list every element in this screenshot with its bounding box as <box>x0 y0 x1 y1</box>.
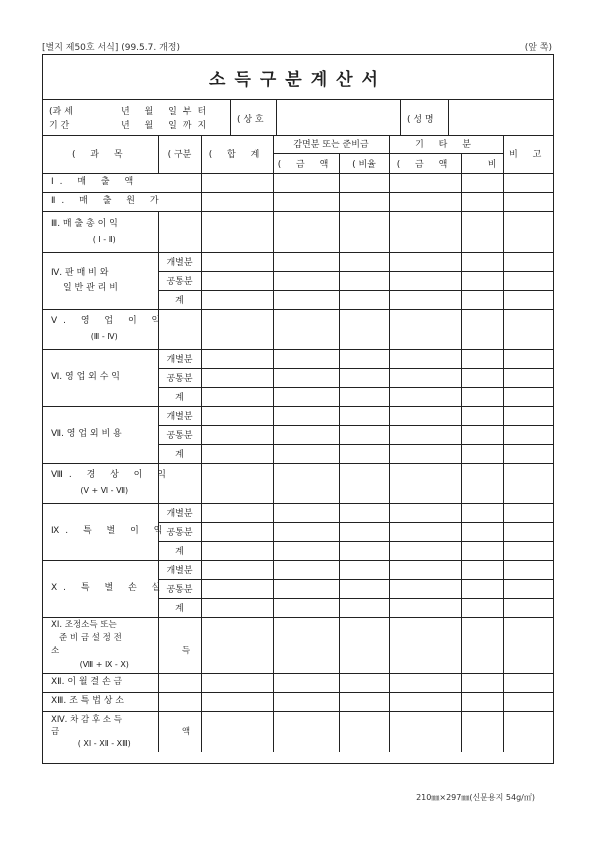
amount-cell[interactable] <box>503 711 553 752</box>
amount-cell[interactable] <box>389 290 461 309</box>
amount-cell[interactable] <box>339 252 389 271</box>
amount-cell[interactable] <box>461 598 503 617</box>
amount-cell[interactable] <box>503 211 553 252</box>
amount-cell[interactable] <box>201 463 273 503</box>
amount-cell[interactable] <box>339 173 389 192</box>
amount-cell[interactable] <box>389 522 461 541</box>
amount-cell[interactable] <box>503 173 553 192</box>
amount-cell[interactable] <box>503 522 553 541</box>
amount-cell[interactable] <box>461 406 503 425</box>
amount-cell[interactable] <box>158 673 201 692</box>
amount-cell[interactable] <box>201 252 273 271</box>
amount-cell[interactable] <box>273 309 339 349</box>
amount-cell[interactable] <box>503 368 553 387</box>
amount-cell[interactable] <box>273 425 339 444</box>
row-non-operating-expense: Ⅶ. 영 업 외 비 용 <box>43 406 158 463</box>
amount-cell[interactable] <box>461 617 503 673</box>
amount-cell[interactable] <box>339 617 389 673</box>
amount-cell[interactable] <box>201 271 273 290</box>
form-frame <box>42 54 554 764</box>
amount-cell[interactable] <box>339 211 389 252</box>
name-label-cell <box>401 99 449 135</box>
row-ordinary-income: Ⅷ. 경 상 이 익 (Ⅴ + Ⅵ - Ⅶ) <box>43 463 158 503</box>
amount-cell[interactable] <box>339 598 389 617</box>
row-extraordinary-loss: Ⅹ. 특 별 손 실 <box>43 560 158 617</box>
amount-cell[interactable] <box>273 349 339 368</box>
amount-cell[interactable] <box>503 579 553 598</box>
amount-cell[interactable] <box>503 309 553 349</box>
amount-cell[interactable] <box>339 673 389 692</box>
amount-cell[interactable] <box>461 579 503 598</box>
amount-cell[interactable] <box>158 463 201 503</box>
amount-cell[interactable] <box>339 444 389 463</box>
amount-cell[interactable] <box>273 541 339 560</box>
amount-cell[interactable] <box>389 406 461 425</box>
amount-cell[interactable] <box>503 617 553 673</box>
header-division: ( 구분 <box>158 135 201 173</box>
sub-individual: 개별분 <box>158 406 201 425</box>
amount-cell[interactable] <box>201 541 273 560</box>
amount-cell[interactable] <box>503 673 553 692</box>
amount-cell[interactable] <box>389 711 461 752</box>
header-other-ratio: 비 <box>461 153 503 173</box>
name-label: ( 성 명 <box>407 115 434 125</box>
amount-cell[interactable] <box>461 503 503 522</box>
amount-cell[interactable] <box>273 711 339 752</box>
sub-sum: 계 <box>158 290 201 309</box>
amount-cell[interactable] <box>201 387 273 406</box>
amount-cell[interactable] <box>461 692 503 711</box>
sub-individual: 개별분 <box>158 252 201 271</box>
amount-cell[interactable] <box>503 349 553 368</box>
amount-cell[interactable] <box>273 271 339 290</box>
row-adjusted-income: XⅠ. 조정소득 또는 준 비 금 설 정 전 소 득 (Ⅷ + Ⅸ - Ⅹ) <box>43 617 158 673</box>
header-exempt: 감면분 또는 준비금 <box>273 135 389 153</box>
sub-common: 공통분 <box>158 522 201 541</box>
amount-cell[interactable] <box>389 425 461 444</box>
sub-individual: 개별분 <box>158 560 201 579</box>
company-label-cell <box>231 99 277 135</box>
amount-cell[interactable] <box>389 598 461 617</box>
amount-cell[interactable] <box>503 692 553 711</box>
amount-cell[interactable] <box>461 463 503 503</box>
title-row <box>43 55 553 100</box>
amount-cell[interactable] <box>273 463 339 503</box>
amount-cell[interactable] <box>339 387 389 406</box>
amount-cell[interactable] <box>389 673 461 692</box>
sub-individual: 개별분 <box>158 503 201 522</box>
amount-cell[interactable] <box>273 598 339 617</box>
sub-common: 공통분 <box>158 425 201 444</box>
amount-cell[interactable] <box>461 173 503 192</box>
amount-cell[interactable] <box>339 290 389 309</box>
amount-cell[interactable] <box>461 290 503 309</box>
amount-cell[interactable] <box>201 598 273 617</box>
amount-cell[interactable] <box>339 711 389 752</box>
row-carried-loss: XⅡ. 이 월 결 손 금 <box>43 673 158 692</box>
sub-common: 공통분 <box>158 368 201 387</box>
amount-cell[interactable] <box>339 541 389 560</box>
amount-cell[interactable] <box>339 503 389 522</box>
company-label: ( 상 호 <box>237 115 264 125</box>
amount-cell[interactable] <box>158 309 201 349</box>
amount-cell[interactable] <box>339 271 389 290</box>
amount-cell[interactable] <box>389 579 461 598</box>
period-end-date: 년 월 일까지 <box>121 121 213 131</box>
header-remarks: 비 고 <box>503 135 553 173</box>
form-number: [별지 제50호 서식] (99.5.7. 개정) <box>42 43 180 53</box>
paper-spec: 210㎜×297㎜(신문용지 54g/㎡) <box>416 793 535 802</box>
amount-cell[interactable] <box>389 387 461 406</box>
amount-cell[interactable] <box>461 673 503 692</box>
amount-cell[interactable] <box>389 173 461 192</box>
amount-cell[interactable] <box>201 173 273 192</box>
amount-cell[interactable] <box>389 503 461 522</box>
amount-cell[interactable] <box>503 541 553 560</box>
row-gross-profit: Ⅲ. 매 출 총 이 익 ( Ⅰ - Ⅱ) <box>43 211 158 252</box>
amount-cell[interactable] <box>273 211 339 252</box>
amount-cell[interactable] <box>201 425 273 444</box>
amount-cell[interactable] <box>201 444 273 463</box>
amount-cell[interactable] <box>201 560 273 579</box>
amount-cell[interactable] <box>461 271 503 290</box>
amount-cell[interactable] <box>503 560 553 579</box>
amount-cell[interactable] <box>389 692 461 711</box>
amount-cell[interactable] <box>273 692 339 711</box>
header-other-amount: ( 금 액 <box>389 153 461 173</box>
amount-cell[interactable] <box>201 579 273 598</box>
income-table <box>43 135 553 752</box>
amount-cell[interactable] <box>339 368 389 387</box>
amount-cell[interactable] <box>503 387 553 406</box>
page-side-label: (앞 쪽) <box>524 43 552 53</box>
sub-sum: 계 <box>158 387 201 406</box>
row-cost-of-sales: Ⅱ. 매 출 원 가 <box>43 192 201 211</box>
header-exempt-ratio: ( 비율 <box>339 153 389 173</box>
amount-cell[interactable] <box>461 522 503 541</box>
amount-cell[interactable] <box>339 560 389 579</box>
amount-cell[interactable] <box>503 503 553 522</box>
amount-cell[interactable] <box>389 192 461 211</box>
amount-cell[interactable] <box>273 406 339 425</box>
amount-cell[interactable] <box>389 444 461 463</box>
amount-cell[interactable] <box>389 349 461 368</box>
header-exempt-amount: ( 금 액 <box>273 153 339 173</box>
amount-cell[interactable] <box>461 425 503 444</box>
amount-cell[interactable] <box>158 617 201 673</box>
amount-cell[interactable] <box>389 309 461 349</box>
amount-cell[interactable] <box>273 617 339 673</box>
amount-cell[interactable] <box>201 406 273 425</box>
amount-cell[interactable] <box>461 387 503 406</box>
amount-cell[interactable] <box>158 692 201 711</box>
header-total: ( 합 계 <box>201 135 273 173</box>
amount-cell[interactable] <box>339 349 389 368</box>
row-extraordinary-gain: Ⅸ. 특 별 이 익 <box>43 503 158 560</box>
amount-cell[interactable] <box>461 211 503 252</box>
amount-cell[interactable] <box>273 290 339 309</box>
row-operating-income: Ⅴ. 영 업 이 익 (Ⅲ - Ⅳ) <box>43 309 158 349</box>
amount-cell[interactable] <box>201 503 273 522</box>
amount-cell[interactable] <box>339 692 389 711</box>
amount-cell[interactable] <box>503 598 553 617</box>
tax-period-cell[interactable] <box>43 99 231 135</box>
sub-common: 공통분 <box>158 579 201 598</box>
amount-cell[interactable] <box>158 211 201 252</box>
amount-cell[interactable] <box>461 711 503 752</box>
amount-cell[interactable] <box>389 211 461 252</box>
period-start-date: 년 월 일부터 <box>121 107 213 117</box>
amount-cell[interactable] <box>201 349 273 368</box>
amount-cell[interactable] <box>389 463 461 503</box>
amount-cell[interactable] <box>503 425 553 444</box>
row-sga: Ⅳ. 판 매 비 와 일 반 관 리 비 <box>43 252 158 309</box>
amount-cell[interactable] <box>503 271 553 290</box>
amount-cell[interactable] <box>201 309 273 349</box>
amount-cell[interactable] <box>339 309 389 349</box>
header-other: 기 타 분 <box>389 135 503 153</box>
amount-cell[interactable] <box>339 522 389 541</box>
amount-cell[interactable] <box>461 309 503 349</box>
amount-cell[interactable] <box>503 252 553 271</box>
sub-individual: 개별분 <box>158 349 201 368</box>
company-input[interactable] <box>277 99 401 135</box>
amount-cell[interactable] <box>273 252 339 271</box>
amount-cell[interactable] <box>273 444 339 463</box>
amount-cell[interactable] <box>339 579 389 598</box>
amount-cell[interactable] <box>389 252 461 271</box>
amount-cell[interactable] <box>201 673 273 692</box>
row-net-income: XⅣ. 차 감 후 소 득 금 액 ( XⅠ - XⅡ - XⅢ) <box>43 711 158 752</box>
amount-cell[interactable] <box>339 406 389 425</box>
amount-cell[interactable] <box>461 444 503 463</box>
amount-cell[interactable] <box>201 368 273 387</box>
row-special-tax-act: XⅢ. 조 특 법 상 소 <box>43 692 158 711</box>
amount-cell[interactable] <box>461 560 503 579</box>
amount-cell[interactable] <box>273 673 339 692</box>
amount-cell[interactable] <box>273 522 339 541</box>
amount-cell[interactable] <box>201 617 273 673</box>
sub-sum: 계 <box>158 444 201 463</box>
amount-cell[interactable] <box>339 192 389 211</box>
amount-cell[interactable] <box>389 541 461 560</box>
tax-period-label: (과 세 <box>49 107 73 117</box>
tax-period-label-2: 기 간 <box>49 121 70 131</box>
amount-cell[interactable] <box>273 560 339 579</box>
amount-cell[interactable] <box>389 368 461 387</box>
amount-cell[interactable] <box>201 290 273 309</box>
amount-cell[interactable] <box>273 368 339 387</box>
amount-cell[interactable] <box>461 541 503 560</box>
name-input[interactable] <box>449 99 553 135</box>
row-non-operating-income: Ⅵ. 영 업 외 수 익 <box>43 349 158 406</box>
amount-cell[interactable] <box>273 387 339 406</box>
amount-cell[interactable] <box>201 211 273 252</box>
amount-cell[interactable] <box>461 252 503 271</box>
amount-cell[interactable] <box>503 290 553 309</box>
amount-cell[interactable] <box>461 192 503 211</box>
amount-cell[interactable] <box>339 425 389 444</box>
row-sales: Ⅰ. 매 출 액 <box>43 173 201 192</box>
sub-common: 공통분 <box>158 271 201 290</box>
amount-cell[interactable] <box>503 406 553 425</box>
amount-cell[interactable] <box>339 463 389 503</box>
amount-cell[interactable] <box>273 503 339 522</box>
amount-cell[interactable] <box>273 579 339 598</box>
amount-cell[interactable] <box>201 692 273 711</box>
amount-cell[interactable] <box>461 368 503 387</box>
amount-cell[interactable] <box>389 271 461 290</box>
header-subject: ( 과 목 <box>43 135 158 173</box>
sub-sum: 계 <box>158 598 201 617</box>
amount-cell[interactable] <box>461 349 503 368</box>
amount-cell[interactable] <box>503 463 553 503</box>
amount-cell[interactable] <box>503 192 553 211</box>
amount-cell[interactable] <box>503 444 553 463</box>
amount-cell[interactable] <box>273 192 339 211</box>
form-title: 소득구분계산서 <box>209 69 387 90</box>
meta-row <box>43 99 553 136</box>
amount-cell[interactable] <box>201 522 273 541</box>
amount-cell[interactable] <box>273 173 339 192</box>
amount-cell[interactable] <box>389 617 461 673</box>
sub-sum: 계 <box>158 541 201 560</box>
amount-cell[interactable] <box>389 560 461 579</box>
amount-cell[interactable] <box>201 192 273 211</box>
